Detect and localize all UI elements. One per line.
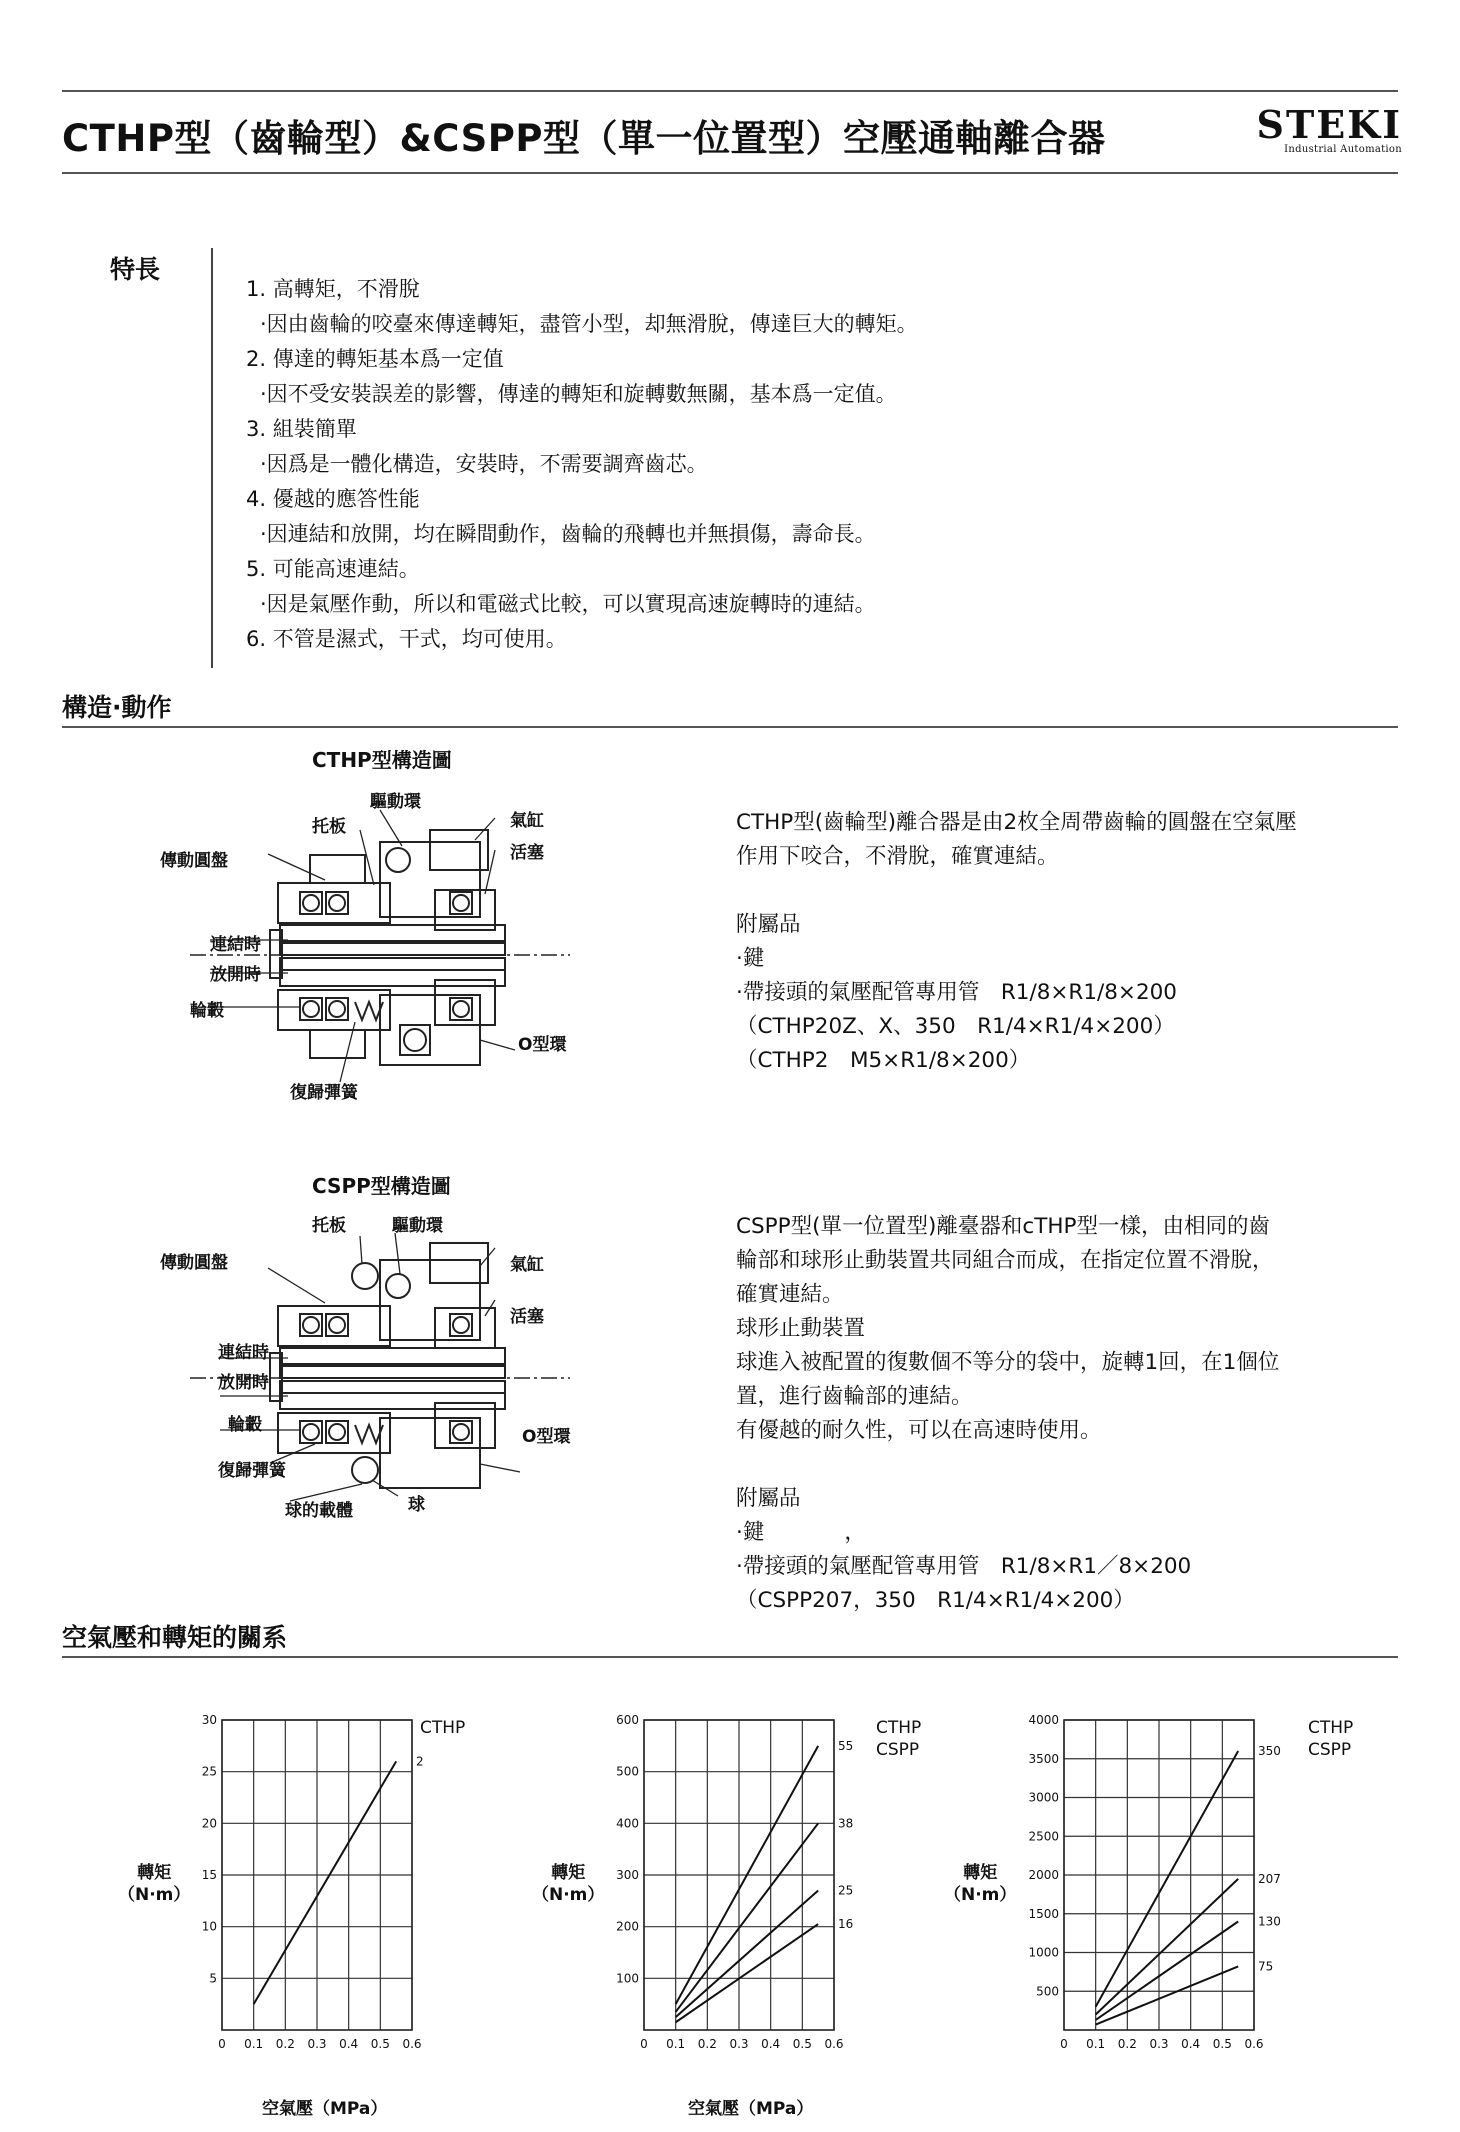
x-tick-label: 0.1 [1086,2037,1106,2051]
cthp-label-piston: 活塞 [510,843,544,863]
series-label: 38 [838,1816,854,1831]
cspp-desc-line: CSPP型(單一位置型)離臺器和cTHP型一樣，由相同的齒 [736,1214,1270,1239]
cspp-comma-mark: ， [844,1520,866,1545]
y-tick-label: 10 [201,1919,217,1934]
chart-3 [1028,1700,1322,2070]
x-tick-label: 0 [218,2037,226,2051]
y-tick-label: 30 [201,1713,217,1727]
logo-subtitle: Industrial Automation [1284,144,1402,155]
cspp-label-oring: O型環 [522,1427,571,1447]
cspp-accessory-key: ·鍵 [736,1520,765,1545]
x-tick-label: 0.2 [1117,2037,1137,2051]
series-label: 2 [416,1754,424,1769]
series-label: 130 [1258,1914,1281,1929]
logo-name: STEKI [1256,102,1402,147]
cthp-accessory: ·鍵 [736,946,765,971]
x-tick-label: 0.1 [244,2037,264,2051]
spacer [736,874,1297,908]
cspp-accessory: （CSPP207，350 R1/4×R1/4×200） [736,1588,1135,1613]
feature-detail: ·因連結和放開，均在瞬間動作，齒輪的飛轉也并無損傷，壽命長。 [260,522,876,546]
series-label: 25 [838,1883,854,1898]
chart3-subtitle: CSPP [1308,1740,1352,1760]
relation-heading: 空氣壓和轉矩的關系 [62,1623,288,1652]
cspp-label-ball: 球 [408,1495,425,1515]
y-tick-label: 5 [209,1971,217,1986]
brand-logo [1256,102,1403,155]
spacer [736,1448,1279,1482]
x-tick-label: 0.5 [792,2037,812,2051]
feature-item: 3. 組裝簡單 [246,417,357,441]
y-tick-label: 500 [616,1764,639,1779]
cspp-diagram-title: CSPP型構造圖 [312,1174,451,1198]
x-tick-label: 0.6 [402,2037,422,2051]
chart3-title: CTHP [1308,1718,1354,1738]
chart1-title: CTHP [420,1718,466,1738]
y-tick-label: 400 [616,1816,639,1831]
chart1-ylabel-line1: 轉矩 [137,1863,172,1883]
chart-1 [190,1700,450,2070]
cthp-accessories-title: 附屬品 [736,912,801,937]
chart3-ylabel-line2: （N·m） [944,1885,1017,1905]
cthp-label-release: 放開時 [210,965,261,985]
y-tick-label: 2500 [1028,1829,1059,1844]
cspp-label-release: 放開時 [218,1373,269,1393]
cspp-label-drive-disc: 傳動圓盤 [160,1253,228,1273]
cspp-desc-line: 球形止動裝置 [736,1316,866,1341]
cthp-accessory: ·帶接頭的氣壓配管專用管 R1/8×R1/8×200 [736,980,1177,1005]
y-tick-label: 25 [201,1764,217,1779]
series-line [676,1891,819,2018]
y-tick-label: 3000 [1028,1790,1059,1805]
x-tick-label: 0.6 [1244,2037,1264,2051]
x-tick-label: 0.6 [824,2037,844,2051]
y-tick-label: 600 [616,1713,639,1727]
feature-detail: ·因是氣壓作動，所以和電磁式比較，可以實現高速旋轉時的連結。 [260,592,876,616]
structure-rule [62,726,1398,728]
y-tick-label: 4000 [1028,1713,1059,1727]
y-tick-label: 20 [201,1816,217,1831]
series-line [254,1761,397,2004]
cthp-label-connect: 連結時 [210,935,261,955]
chart3-ylabel-line1: 轉矩 [963,1863,998,1883]
header-bottom-rule [62,172,1398,174]
x-tick-label: 0.1 [666,2037,686,2051]
cthp-accessory: （CTHP2 M5×R1/8×200） [736,1048,1031,1073]
feature-item: 4. 優越的應答性能 [246,487,420,511]
x-tick-label: 0.4 [1181,2037,1201,2051]
cthp-label-bracket: 托板 [312,817,346,837]
x-tick-label: 0.4 [339,2037,359,2051]
x-tick-label: 0.4 [761,2037,781,2051]
series-label: 207 [1258,1871,1281,1886]
cspp-desc-line: 輪部和球形止動裝置共同組合而成，在指定位置不滑脫， [736,1248,1274,1273]
y-tick-label: 15 [201,1868,217,1882]
chart3-ylabel [944,1862,1016,1906]
feature-item: 2. 傳達的轉矩基本爲一定值 [246,347,504,371]
cthp-accessory: （CTHP20Z、X、350 R1/4×R1/4×200） [736,1014,1175,1039]
series-label: 350 [1258,1744,1281,1758]
chart-2 [612,1700,872,2070]
cspp-desc-line: 確實連結。 [736,1282,844,1307]
series-label: 16 [838,1917,854,1932]
x-tick-label: 0 [640,2037,648,2051]
cthp-label-drive-ring: 驅動環 [370,792,421,812]
cspp-label-drive-ring: 驅動環 [392,1216,443,1236]
y-tick-label: 2000 [1028,1868,1059,1882]
series-line [1096,1879,1239,2015]
y-tick-label: 1500 [1028,1906,1059,1921]
cthp-desc-line: 作用下咬合，不滑脫，確實連結。 [736,844,1059,869]
chart2-ylabel [532,1862,604,1906]
features-label: 特長 [110,255,161,284]
cspp-accessory [736,1516,1279,1550]
series-line [676,1823,819,2012]
feature-item: 5. 可能高速連結。 [246,557,420,581]
cspp-label-piston: 活塞 [510,1307,544,1327]
feature-item: 6. 不管是濕式，干式，均可使用。 [246,627,567,651]
x-tick-label: 0.2 [275,2037,295,2051]
y-tick-label: 500 [1036,1984,1059,1999]
feature-detail: ·因由齒輪的咬臺來傳達轉矩，盡管小型，却無滑脫，傳達巨大的轉矩。 [260,312,918,336]
cspp-label-hub: 輪轂 [228,1415,262,1435]
x-tick-label: 0.3 [1149,2037,1169,2051]
cspp-desc-line: 置，進行齒輪部的連結。 [736,1384,973,1409]
cspp-label-spring: 復歸彈簧 [218,1461,286,1481]
cthp-label-spring: 復歸彈簧 [290,1083,358,1103]
cspp-label-ball-carrier: 球的載體 [285,1501,353,1521]
cthp-desc-line: CTHP型(齒輪型)離合器是由2枚全周帶齒輪的圓盤在空氣壓 [736,810,1297,835]
y-tick-label: 1000 [1028,1945,1059,1960]
page-title: CTHP型（齒輪型）&CSPP型（單一位置型）空壓通軸離合器 [62,117,1106,160]
x-tick-label: 0 [1060,2037,1068,2051]
chart2-ylabel-line2: （N·m） [532,1885,605,1905]
feature-detail: ·因爲是一體化構造，安裝時，不需要調齊齒芯。 [260,452,708,476]
series-line [676,1924,819,2022]
cthp-diagram-title: CTHP型構造圖 [312,748,452,772]
y-tick-label: 300 [616,1868,639,1882]
series-label: 55 [838,1738,854,1753]
cthp-label-oring: O型環 [518,1035,567,1055]
cspp-description [736,1210,1279,1618]
x-tick-label: 0.5 [1212,2037,1232,2051]
cthp-label-cylinder: 氣缸 [510,811,544,831]
series-line [1096,1922,1239,2020]
y-tick-label: 3500 [1028,1751,1059,1766]
feature-item: 1. 高轉矩，不滑脫 [246,277,420,301]
cspp-desc-line: 球進入被配置的復數個不等分的袋中，旋轉1回，在1個位 [736,1350,1280,1375]
features-divider [211,248,213,668]
header-top-rule [62,90,1398,92]
cspp-accessories-title: 附屬品 [736,1486,801,1511]
cspp-label-cylinder: 氣缸 [510,1255,544,1275]
features-list [246,272,918,657]
chart2-xlabel: 空氣壓（MPa） [688,2099,814,2119]
chart1-ylabel [118,1862,190,1906]
cspp-label-bracket: 托板 [312,1216,346,1236]
structure-heading: 構造·動作 [62,693,172,722]
y-tick-label: 100 [616,1971,639,1986]
x-tick-label: 0.3 [307,2037,327,2051]
relation-rule [62,1656,1398,1658]
cspp-desc-line: 有優越的耐久性，可以在高速時使用。 [736,1418,1102,1443]
x-tick-label: 0.5 [370,2037,390,2051]
chart2-ylabel-line1: 轉矩 [551,1863,586,1883]
cthp-label-hub: 輪轂 [190,1001,224,1021]
chart1-xlabel: 空氣壓（MPa） [262,2099,388,2119]
y-tick-label: 200 [616,1919,639,1934]
cspp-accessory: ·帶接頭的氣壓配管專用管 R1/8×R1／8×200 [736,1554,1192,1579]
x-tick-label: 0.3 [729,2037,749,2051]
series-label: 75 [1258,1959,1274,1974]
x-tick-label: 0.2 [697,2037,717,2051]
series-line [1096,1751,1239,2007]
cthp-label-drive-disc: 傳動圓盤 [160,851,228,871]
cspp-label-connect: 連結時 [218,1343,269,1363]
chart2-title: CTHP [876,1718,922,1738]
feature-detail: ·因不受安裝誤差的影響，傳達的轉矩和旋轉數無關，基本爲一定值。 [260,382,897,406]
chart1-ylabel-line2: （N·m） [118,1885,191,1905]
cthp-description [736,806,1297,1078]
chart2-subtitle: CSPP [876,1740,920,1760]
